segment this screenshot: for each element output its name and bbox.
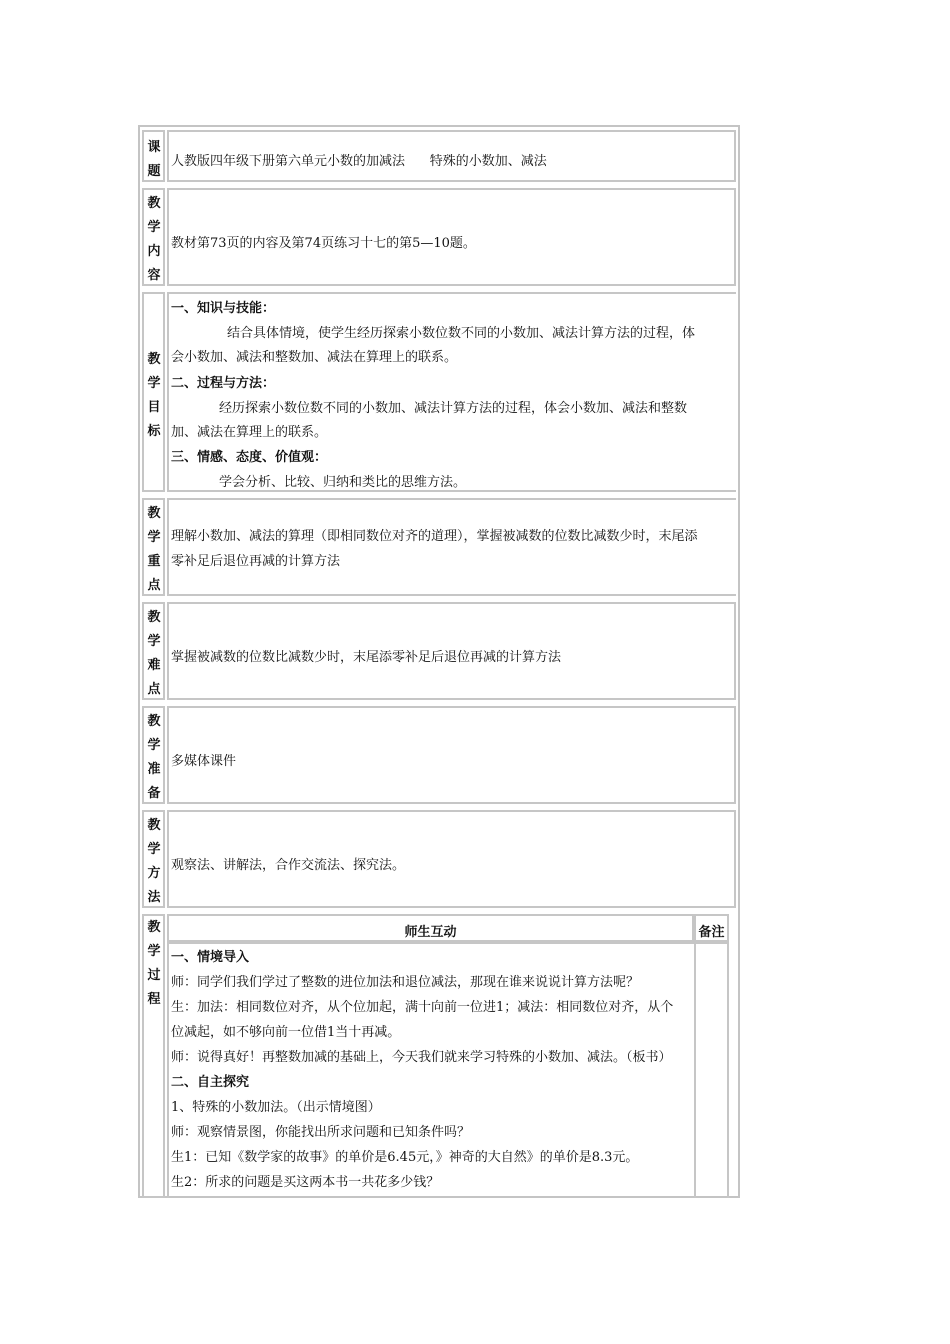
process-label-cell bbox=[142, 914, 165, 1198]
process-note-cell bbox=[694, 942, 729, 1198]
difficulty-cell bbox=[167, 602, 736, 700]
topic-text: 人教版四年级下册第六单元小数的加减法 特殊的小数加、减法 bbox=[171, 154, 547, 169]
prep-text: 多媒体课件 bbox=[171, 754, 237, 769]
process-line: 师：同学们我们学过了整数的进位加法和退位减法，那现在谁来说说计算方法呢？ bbox=[171, 975, 640, 990]
method-text: 观察法、讲解法，合作交流法、探究法。 bbox=[171, 858, 406, 873]
process-label: 教学过程 bbox=[147, 920, 161, 1007]
process-header-note bbox=[694, 914, 729, 942]
process-line: 生2：所求的问题是买这两本书一共花多少钱？ bbox=[171, 1175, 440, 1190]
process-line: 位减起，如不够向前一位借1当十再减。 bbox=[171, 1025, 401, 1040]
difficulty-label-cell bbox=[142, 602, 165, 700]
difficulty-text: 掌握被减数的位数比减数少时，末尾添零补足后退位再减的计算方法 bbox=[171, 650, 562, 665]
method-cell bbox=[167, 810, 736, 908]
difficulty-label: 教学难点 bbox=[147, 610, 161, 697]
row-topic bbox=[140, 127, 738, 185]
row-prep bbox=[140, 703, 738, 807]
lesson-plan-table bbox=[138, 125, 740, 1198]
key-cell bbox=[167, 498, 736, 596]
goals-para-2a: 经历探索小数位数不同的小数加、减法计算方法的过程，体会小数加、减法和整数 bbox=[219, 401, 688, 416]
process-col-main: 师生互动 bbox=[404, 925, 457, 940]
row-process bbox=[140, 911, 738, 1198]
goals-heading-3: 三、情感、态度、价值观： bbox=[171, 450, 328, 465]
goals-para-1a: 结合具体情境，使学生经历探索小数位数不同的小数加、减法计算方法的过程，体 bbox=[227, 326, 696, 341]
topic-cell bbox=[167, 130, 736, 182]
goals-para-2b: 加、减法在算理上的联系。 bbox=[171, 425, 328, 440]
prep-cell bbox=[167, 706, 736, 804]
process-main-cell bbox=[167, 942, 694, 1198]
process-line: 1、特殊的小数加法。（出示情境图） bbox=[171, 1100, 381, 1115]
goals-label: 教学目标 bbox=[147, 352, 161, 439]
process-line: 师：说得真好！再整数加减的基础上，今天我们就来学习特殊的小数加、减法。（板书） bbox=[171, 1050, 672, 1065]
method-label: 教学方法 bbox=[147, 818, 161, 905]
content-cell bbox=[167, 188, 736, 286]
content-label: 教学内容 bbox=[147, 196, 161, 283]
topic-label: 课题 bbox=[147, 140, 161, 179]
process-col-note: 备注 bbox=[698, 925, 725, 940]
method-label-cell bbox=[142, 810, 165, 908]
content-label-cell bbox=[142, 188, 165, 286]
goals-heading-1: 一、知识与技能： bbox=[171, 301, 276, 316]
row-method bbox=[140, 807, 738, 911]
row-difficulty bbox=[140, 599, 738, 703]
row-key bbox=[140, 495, 738, 599]
key-label: 教学重点 bbox=[147, 506, 161, 593]
goals-label-cell bbox=[142, 292, 165, 492]
row-content bbox=[140, 185, 738, 289]
key-label-cell bbox=[142, 498, 165, 596]
process-line: 生1：已知《数学家的故事》的单价是6.45元，》神奇的大自然》的单价是8.3元。 bbox=[171, 1150, 639, 1165]
prep-label: 教学准备 bbox=[147, 714, 161, 801]
process-line: 师：观察情景图，你能找出所求问题和已知条件吗？ bbox=[171, 1125, 471, 1140]
prep-label-cell bbox=[142, 706, 165, 804]
row-goals bbox=[140, 289, 738, 495]
process-header-main bbox=[167, 914, 694, 942]
key-line-1: 理解小数加、减法的算理（即相同数位对齐的道理），掌握被减数的位数比减数少时，末尾添 bbox=[171, 529, 698, 544]
key-line-2: 零补足后退位再减的计算方法 bbox=[171, 554, 341, 569]
goals-para-3: 学会分析、比较、归纳和类比的思维方法。 bbox=[219, 475, 467, 490]
goals-heading-2: 二、过程与方法： bbox=[171, 376, 276, 391]
process-line: 二、自主探究 bbox=[171, 1075, 250, 1090]
content-text: 教材第73页的内容及第74页练习十七的第5—10题。 bbox=[171, 236, 476, 251]
goals-cell bbox=[167, 292, 736, 492]
process-line: 生：加法：相同数位对齐，从个位加起，满十向前一位进1；减法：相同数位对齐，从个 bbox=[171, 1000, 674, 1015]
topic-label-cell bbox=[142, 130, 165, 182]
process-line: 一、情境导入 bbox=[171, 950, 250, 965]
goals-para-1b: 会小数加、减法和整数加、减法在算理上的联系。 bbox=[171, 350, 458, 365]
